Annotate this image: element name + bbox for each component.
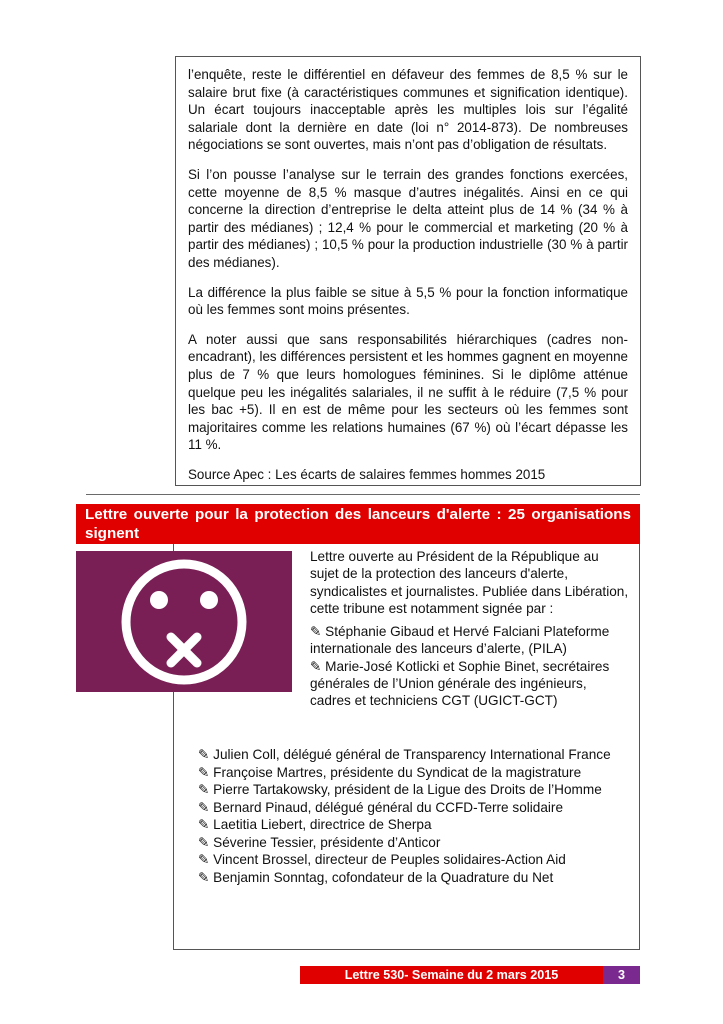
page-footer xyxy=(300,966,640,984)
article-paragraph: La différence la plus faible se situe à 5,5 % pour la fonction informatique où les femmes sont moins présentes. xyxy=(188,284,628,318)
article-continuation-box xyxy=(175,56,641,486)
article-title-banner: Lettre ouverte pour la protection des lanceurs d'alerte : 25 organisations signent xyxy=(76,504,640,544)
signatory-item: ✎ Vincent Brossel, directeur de Peuples solidaires-Action Aid xyxy=(198,852,566,867)
gagged-face-icon xyxy=(76,551,292,692)
signatory-item: ✎ Françoise Martres, présidente du Syndicat de la magistrature xyxy=(198,764,582,780)
signatory-item: ✎ Benjamin Sonntag, cofondateur de la Quadrature du Net xyxy=(198,869,554,885)
left-eye-icon xyxy=(150,591,168,609)
page-number: 3 xyxy=(603,966,640,984)
article-source: Source Apec : Les écarts de salaires femmes hommes 2015 xyxy=(188,466,546,482)
signatory-item: ✎ Stéphanie Gibaud et Hervé Falciani Plateforme internationale des lanceurs d’alerte, (PILA) xyxy=(310,624,610,657)
section-divider xyxy=(86,494,640,495)
signatory-item: ✎ Séverine Tessier, présidente d’Anticor xyxy=(198,834,441,850)
article-paragraph: Si l’on pousse l’analyse sur le terrain des grandes fonctions exercées, cette moyenne de 8,5 % masque d’autres inégalités. Ainsi en ce qui concerne la direction d’entreprise le delta atteint plus de 14 % (34 % à partir des médianes) ; 12,4 % pour le commercial et marketing (20 % à partir des médianes) ; 10,5 % pour la production industrielle (30 % à partir des médianes). xyxy=(188,166,628,270)
signatory-list xyxy=(198,746,628,886)
signatory-item: ✎ Marie-José Kotlicki et Sophie Binet, secrétaires générales de l’Union générale des ingénieurs, cadres et techniciens CGT (UGICT-GCT) xyxy=(310,658,610,709)
signatory-item: ✎ Pierre Tartakowsky, président de la Ligue des Droits de l’Homme xyxy=(198,782,602,797)
article-illustration xyxy=(76,551,292,692)
issue-label: Lettre 530- Semaine du 2 mars 2015 xyxy=(300,966,603,984)
article-paragraph: l’enquête, reste le différentiel en défaveur des femmes de 8,5 % sur le salaire brut fixe (à caractéristiques communes et signification identique). Un écart toujours inacceptable après les multiples lois sur l’égalité salariale dont la dernière en date (loi n° 2014-873). De nombreuses négociations se sont ouvertes, mais n’ont pas d’obligation de résultats. xyxy=(188,67,628,153)
article-intro-column xyxy=(310,548,630,710)
face-outline xyxy=(126,564,242,680)
signatory-item: ✎ Laetitia Liebert, directrice de Sherpa xyxy=(198,817,432,832)
article-intro: Lettre ouverte au Président de la République au sujet de la protection des lanceurs d'alerte, syndicalistes et journalistes. Publiée dans Libération, cette tribune est notamment signée par : xyxy=(310,549,629,616)
right-eye-icon xyxy=(200,591,218,609)
signatory-item: ✎ Julien Coll, délégué général de Transparency International France xyxy=(198,747,611,762)
signatory-item: ✎ Bernard Pinaud, délégué général du CCFD-Terre solidaire xyxy=(198,799,564,815)
article-paragraph: A noter aussi que sans responsabilités hiérarchiques (cadres non-encadrant), les différences persistent et les hommes gagnent en moyenne plus de 7 % que leurs homologues féminines. Si le diplôme atténue quelque peu les inégalités salariales, il ne suffit à le réduire (7,5 % pour les bac +5). Il en est de même pour les secteurs où les femmes sont majoritaires comme les relations humaines (67 %) où l’écart dépasse les 11 %. xyxy=(188,331,628,453)
